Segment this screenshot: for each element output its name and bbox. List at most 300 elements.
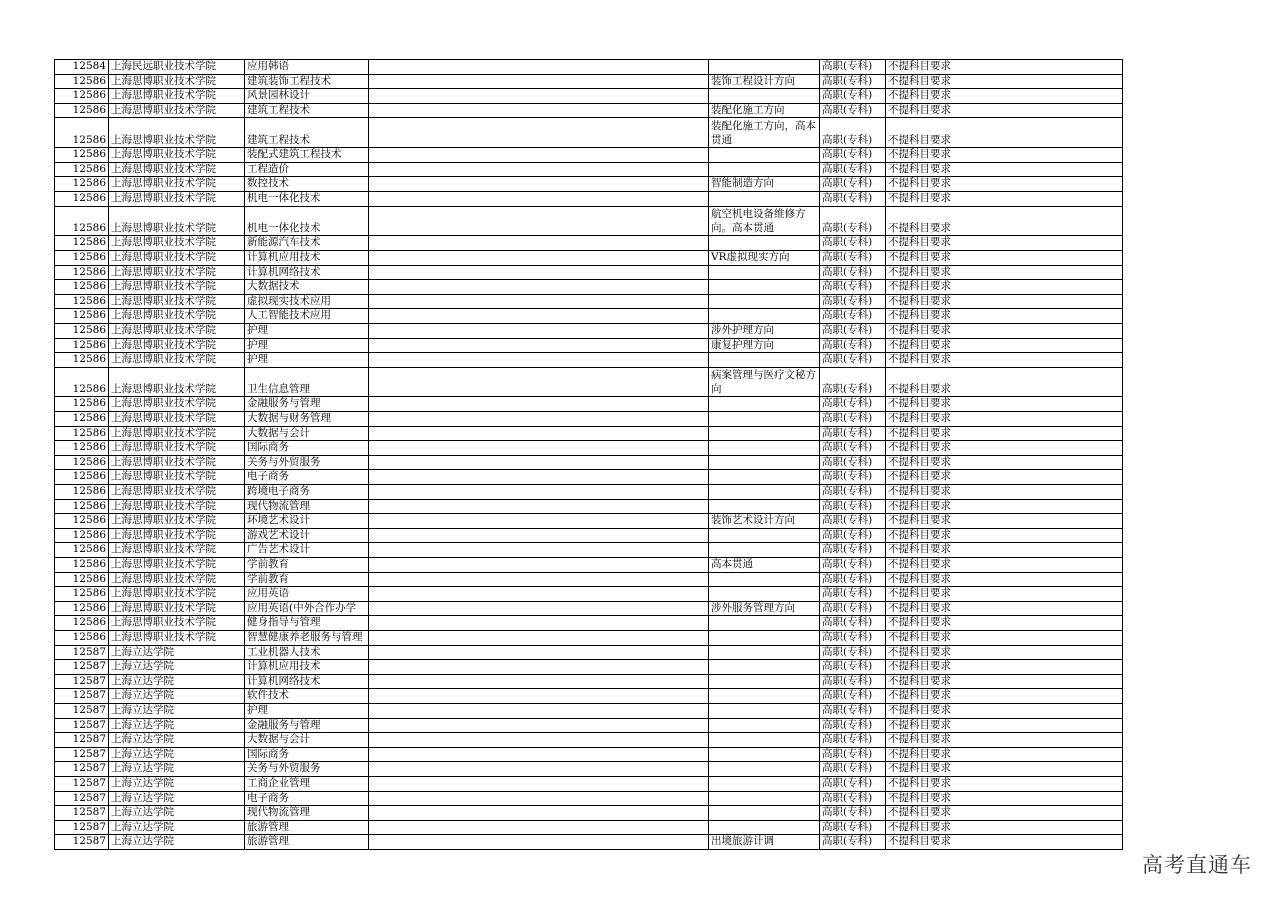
school-name-cell: 上海立达学院 xyxy=(109,718,245,733)
school-name-cell: 上海思博职业技术学院 xyxy=(109,280,245,295)
school-code-cell: 12586 xyxy=(55,499,109,514)
major-cell: 工程造价 xyxy=(245,162,369,177)
table-row xyxy=(55,791,1123,806)
table-row xyxy=(55,660,1123,675)
subject-requirement-cell: 不提科目要求 xyxy=(886,776,1123,791)
subject-requirement-cell: 不提科目要求 xyxy=(886,587,1123,602)
remark-cell xyxy=(369,528,709,543)
school-name-cell: 上海思博职业技术学院 xyxy=(109,499,245,514)
subject-requirement-cell: 不提科目要求 xyxy=(886,323,1123,338)
school-name-cell: 上海民远职业技术学院 xyxy=(109,60,245,75)
direction-cell xyxy=(709,718,820,733)
remark-cell xyxy=(369,835,709,850)
major-cell: 护理 xyxy=(245,338,369,353)
enrollment-table xyxy=(54,59,1123,850)
subject-requirement-cell: 不提科目要求 xyxy=(886,309,1123,324)
school-code-cell: 12587 xyxy=(55,835,109,850)
remark-cell xyxy=(369,747,709,762)
subject-requirement-cell: 不提科目要求 xyxy=(886,791,1123,806)
major-cell: 虚拟现实技术应用 xyxy=(245,294,369,309)
direction-cell xyxy=(709,820,820,835)
major-cell: 大数据与会计 xyxy=(245,426,369,441)
direction-cell: 高本贯通 xyxy=(709,558,820,573)
school-name-cell: 上海思博职业技术学院 xyxy=(109,426,245,441)
direction-cell xyxy=(709,747,820,762)
major-cell: 护理 xyxy=(245,703,369,718)
school-code-cell: 12586 xyxy=(55,587,109,602)
direction-cell xyxy=(709,616,820,631)
school-name-cell: 上海思博职业技术学院 xyxy=(109,412,245,427)
table-row xyxy=(55,455,1123,470)
direction-cell xyxy=(709,528,820,543)
school-code-cell: 12587 xyxy=(55,660,109,675)
school-code-cell: 12587 xyxy=(55,703,109,718)
school-code-cell: 12586 xyxy=(55,353,109,368)
remark-cell xyxy=(369,660,709,675)
school-name-cell: 上海思博职业技术学院 xyxy=(109,353,245,368)
major-cell: 护理 xyxy=(245,323,369,338)
remark-cell xyxy=(369,177,709,192)
school-code-cell: 12586 xyxy=(55,162,109,177)
direction-cell xyxy=(709,543,820,558)
remark-cell xyxy=(369,455,709,470)
remark-cell xyxy=(369,674,709,689)
major-cell: 新能源汽车技术 xyxy=(245,236,369,251)
school-code-cell: 12587 xyxy=(55,776,109,791)
table-row xyxy=(55,89,1123,104)
level-cell: 高职(专科) xyxy=(820,162,886,177)
subject-requirement-cell: 不提科目要求 xyxy=(886,528,1123,543)
major-cell: 健身指导与管理 xyxy=(245,616,369,631)
subject-requirement-cell: 不提科目要求 xyxy=(886,558,1123,573)
remark-cell xyxy=(369,162,709,177)
major-cell: 电子商务 xyxy=(245,791,369,806)
major-cell: 游戏艺术设计 xyxy=(245,528,369,543)
school-code-cell: 12586 xyxy=(55,572,109,587)
level-cell: 高职(专科) xyxy=(820,762,886,777)
table-row xyxy=(55,587,1123,602)
school-code-cell: 12586 xyxy=(55,397,109,412)
subject-requirement-cell: 不提科目要求 xyxy=(886,441,1123,456)
level-cell: 高职(专科) xyxy=(820,499,886,514)
school-name-cell: 上海立达学院 xyxy=(109,660,245,675)
school-name-cell: 上海立达学院 xyxy=(109,645,245,660)
school-code-cell: 12587 xyxy=(55,674,109,689)
school-code-cell: 12586 xyxy=(55,514,109,529)
school-name-cell: 上海立达学院 xyxy=(109,776,245,791)
school-code-cell: 12586 xyxy=(55,338,109,353)
remark-cell xyxy=(369,280,709,295)
school-code-cell: 12584 xyxy=(55,60,109,75)
level-cell: 高职(专科) xyxy=(820,74,886,89)
subject-requirement-cell: 不提科目要求 xyxy=(886,191,1123,206)
table-row xyxy=(55,689,1123,704)
school-name-cell: 上海立达学院 xyxy=(109,820,245,835)
subject-requirement-cell: 不提科目要求 xyxy=(886,645,1123,660)
level-cell: 高职(专科) xyxy=(820,250,886,265)
table-row xyxy=(55,514,1123,529)
table-row xyxy=(55,572,1123,587)
major-cell: 现代物流管理 xyxy=(245,499,369,514)
level-cell: 高职(专科) xyxy=(820,485,886,500)
table-row xyxy=(55,309,1123,324)
school-code-cell: 12586 xyxy=(55,148,109,163)
level-cell: 高职(专科) xyxy=(820,191,886,206)
subject-requirement-cell: 不提科目要求 xyxy=(886,280,1123,295)
level-cell: 高职(专科) xyxy=(820,441,886,456)
school-name-cell: 上海思博职业技术学院 xyxy=(109,148,245,163)
level-cell: 高职(专科) xyxy=(820,587,886,602)
subject-requirement-cell: 不提科目要求 xyxy=(886,660,1123,675)
subject-requirement-cell: 不提科目要求 xyxy=(886,733,1123,748)
subject-requirement-cell: 不提科目要求 xyxy=(886,747,1123,762)
level-cell: 高职(专科) xyxy=(820,835,886,850)
remark-cell xyxy=(369,820,709,835)
major-cell: 风景园林设计 xyxy=(245,89,369,104)
subject-requirement-cell: 不提科目要求 xyxy=(886,250,1123,265)
school-name-cell: 上海立达学院 xyxy=(109,674,245,689)
remark-cell xyxy=(369,689,709,704)
level-cell: 高职(专科) xyxy=(820,616,886,631)
school-code-cell: 12586 xyxy=(55,426,109,441)
direction-cell xyxy=(709,791,820,806)
table-row xyxy=(55,674,1123,689)
major-cell: 金融服务与管理 xyxy=(245,718,369,733)
school-code-cell: 12586 xyxy=(55,118,109,148)
remark-cell xyxy=(369,250,709,265)
direction-cell xyxy=(709,470,820,485)
direction-cell xyxy=(709,485,820,500)
direction-cell xyxy=(709,630,820,645)
school-code-cell: 12586 xyxy=(55,323,109,338)
remark-cell xyxy=(369,89,709,104)
level-cell: 高职(专科) xyxy=(820,426,886,441)
major-cell: 国际商务 xyxy=(245,441,369,456)
direction-cell xyxy=(709,733,820,748)
school-name-cell: 上海思博职业技术学院 xyxy=(109,265,245,280)
school-name-cell: 上海思博职业技术学院 xyxy=(109,294,245,309)
watermark: 高考直通车 xyxy=(1142,853,1252,877)
school-name-cell: 上海思博职业技术学院 xyxy=(109,74,245,89)
major-cell: 人工智能技术应用 xyxy=(245,309,369,324)
subject-requirement-cell: 不提科目要求 xyxy=(886,60,1123,75)
school-name-cell: 上海思博职业技术学院 xyxy=(109,616,245,631)
school-code-cell: 12586 xyxy=(55,558,109,573)
school-name-cell: 上海思博职业技术学院 xyxy=(109,338,245,353)
remark-cell xyxy=(369,338,709,353)
school-code-cell: 12587 xyxy=(55,718,109,733)
level-cell: 高职(专科) xyxy=(820,674,886,689)
direction-cell xyxy=(709,674,820,689)
subject-requirement-cell: 不提科目要求 xyxy=(886,806,1123,821)
direction-cell: 航空机电设备维修方向。高本贯通 xyxy=(709,206,820,236)
direction-cell xyxy=(709,499,820,514)
school-code-cell: 12586 xyxy=(55,543,109,558)
table-row xyxy=(55,103,1123,118)
remark-cell xyxy=(369,265,709,280)
school-code-cell: 12586 xyxy=(55,103,109,118)
school-code-cell: 12587 xyxy=(55,645,109,660)
direction-cell xyxy=(709,280,820,295)
table-row xyxy=(55,528,1123,543)
remark-cell xyxy=(369,148,709,163)
school-code-cell: 12586 xyxy=(55,485,109,500)
school-name-cell: 上海思博职业技术学院 xyxy=(109,177,245,192)
school-code-cell: 12586 xyxy=(55,412,109,427)
level-cell: 高职(专科) xyxy=(820,558,886,573)
table-row xyxy=(55,191,1123,206)
school-name-cell: 上海立达学院 xyxy=(109,806,245,821)
table-row xyxy=(55,397,1123,412)
direction-cell: 病案管理与医疗文秘方向 xyxy=(709,367,820,397)
table-row xyxy=(55,630,1123,645)
school-code-cell: 12586 xyxy=(55,441,109,456)
school-name-cell: 上海思博职业技术学院 xyxy=(109,309,245,324)
table-row xyxy=(55,485,1123,500)
remark-cell xyxy=(369,645,709,660)
school-name-cell: 上海思博职业技术学院 xyxy=(109,236,245,251)
major-cell: 旅游管理 xyxy=(245,835,369,850)
direction-cell xyxy=(709,762,820,777)
school-code-cell: 12586 xyxy=(55,630,109,645)
school-name-cell: 上海思博职业技术学院 xyxy=(109,455,245,470)
table-row xyxy=(55,162,1123,177)
table-row xyxy=(55,718,1123,733)
major-cell: 跨境电子商务 xyxy=(245,485,369,500)
remark-cell xyxy=(369,206,709,236)
remark-cell xyxy=(369,191,709,206)
subject-requirement-cell: 不提科目要求 xyxy=(886,265,1123,280)
major-cell: 建筑工程技术 xyxy=(245,103,369,118)
level-cell: 高职(专科) xyxy=(820,528,886,543)
school-name-cell: 上海思博职业技术学院 xyxy=(109,470,245,485)
school-code-cell: 12586 xyxy=(55,470,109,485)
subject-requirement-cell: 不提科目要求 xyxy=(886,162,1123,177)
major-cell: 现代物流管理 xyxy=(245,806,369,821)
level-cell: 高职(专科) xyxy=(820,514,886,529)
major-cell: 装配式建筑工程技术 xyxy=(245,148,369,163)
level-cell: 高职(专科) xyxy=(820,412,886,427)
school-name-cell: 上海思博职业技术学院 xyxy=(109,103,245,118)
subject-requirement-cell: 不提科目要求 xyxy=(886,397,1123,412)
table-row xyxy=(55,338,1123,353)
remark-cell xyxy=(369,353,709,368)
table-row xyxy=(55,177,1123,192)
remark-cell xyxy=(369,733,709,748)
major-cell: 学前教育 xyxy=(245,558,369,573)
remark-cell xyxy=(369,441,709,456)
remark-cell xyxy=(369,791,709,806)
subject-requirement-cell: 不提科目要求 xyxy=(886,426,1123,441)
table-row xyxy=(55,645,1123,660)
level-cell: 高职(专科) xyxy=(820,455,886,470)
table-row xyxy=(55,250,1123,265)
subject-requirement-cell: 不提科目要求 xyxy=(886,543,1123,558)
school-code-cell: 12586 xyxy=(55,191,109,206)
school-code-cell: 12586 xyxy=(55,367,109,397)
remark-cell xyxy=(369,426,709,441)
level-cell: 高职(专科) xyxy=(820,660,886,675)
direction-cell xyxy=(709,689,820,704)
remark-cell xyxy=(369,601,709,616)
school-name-cell: 上海思博职业技术学院 xyxy=(109,485,245,500)
level-cell: 高职(专科) xyxy=(820,689,886,704)
school-code-cell: 12587 xyxy=(55,747,109,762)
table-row xyxy=(55,426,1123,441)
direction-cell xyxy=(709,645,820,660)
major-cell: 应用英语 xyxy=(245,587,369,602)
remark-cell xyxy=(369,103,709,118)
table-row xyxy=(55,280,1123,295)
level-cell: 高职(专科) xyxy=(820,645,886,660)
direction-cell xyxy=(709,426,820,441)
level-cell: 高职(专科) xyxy=(820,543,886,558)
table-row xyxy=(55,543,1123,558)
school-name-cell: 上海思博职业技术学院 xyxy=(109,558,245,573)
level-cell: 高职(专科) xyxy=(820,806,886,821)
table-row xyxy=(55,470,1123,485)
direction-cell xyxy=(709,236,820,251)
school-code-cell: 12587 xyxy=(55,762,109,777)
school-code-cell: 12586 xyxy=(55,236,109,251)
direction-cell xyxy=(709,412,820,427)
major-cell: 旅游管理 xyxy=(245,820,369,835)
level-cell: 高职(专科) xyxy=(820,747,886,762)
school-name-cell: 上海思博职业技术学院 xyxy=(109,397,245,412)
remark-cell xyxy=(369,558,709,573)
direction-cell xyxy=(709,806,820,821)
direction-cell: 康复护理方向 xyxy=(709,338,820,353)
school-code-cell: 12587 xyxy=(55,806,109,821)
major-cell: 大数据与会计 xyxy=(245,733,369,748)
level-cell: 高职(专科) xyxy=(820,733,886,748)
school-code-cell: 12587 xyxy=(55,791,109,806)
direction-cell xyxy=(709,776,820,791)
major-cell: 大数据技术 xyxy=(245,280,369,295)
level-cell: 高职(专科) xyxy=(820,470,886,485)
remark-cell xyxy=(369,60,709,75)
table-row xyxy=(55,323,1123,338)
school-code-cell: 12586 xyxy=(55,616,109,631)
subject-requirement-cell: 不提科目要求 xyxy=(886,118,1123,148)
level-cell: 高职(专科) xyxy=(820,309,886,324)
remark-cell xyxy=(369,616,709,631)
remark-cell xyxy=(369,412,709,427)
table-row xyxy=(55,558,1123,573)
level-cell: 高职(专科) xyxy=(820,776,886,791)
subject-requirement-cell: 不提科目要求 xyxy=(886,703,1123,718)
school-name-cell: 上海立达学院 xyxy=(109,747,245,762)
remark-cell xyxy=(369,294,709,309)
subject-requirement-cell: 不提科目要求 xyxy=(886,689,1123,704)
level-cell: 高职(专科) xyxy=(820,323,886,338)
direction-cell: 涉外服务管理方向 xyxy=(709,601,820,616)
subject-requirement-cell: 不提科目要求 xyxy=(886,674,1123,689)
table-row xyxy=(55,353,1123,368)
subject-requirement-cell: 不提科目要求 xyxy=(886,206,1123,236)
direction-cell: 智能制造方向 xyxy=(709,177,820,192)
level-cell: 高职(专科) xyxy=(820,338,886,353)
level-cell: 高职(专科) xyxy=(820,236,886,251)
school-code-cell: 12586 xyxy=(55,206,109,236)
major-cell: 软件技术 xyxy=(245,689,369,704)
school-name-cell: 上海立达学院 xyxy=(109,791,245,806)
remark-cell xyxy=(369,776,709,791)
direction-cell xyxy=(709,587,820,602)
subject-requirement-cell: 不提科目要求 xyxy=(886,103,1123,118)
school-name-cell: 上海思博职业技术学院 xyxy=(109,191,245,206)
table-row xyxy=(55,367,1123,397)
table-row xyxy=(55,703,1123,718)
subject-requirement-cell: 不提科目要求 xyxy=(886,412,1123,427)
direction-cell xyxy=(709,294,820,309)
school-code-cell: 12586 xyxy=(55,309,109,324)
level-cell: 高职(专科) xyxy=(820,103,886,118)
direction-cell xyxy=(709,397,820,412)
remark-cell xyxy=(369,118,709,148)
school-name-cell: 上海立达学院 xyxy=(109,835,245,850)
subject-requirement-cell: 不提科目要求 xyxy=(886,514,1123,529)
direction-cell xyxy=(709,309,820,324)
direction-cell xyxy=(709,60,820,75)
major-cell: 大数据与财务管理 xyxy=(245,412,369,427)
school-name-cell: 上海思博职业技术学院 xyxy=(109,587,245,602)
school-code-cell: 12586 xyxy=(55,177,109,192)
level-cell: 高职(专科) xyxy=(820,367,886,397)
remark-cell xyxy=(369,630,709,645)
table-row xyxy=(55,762,1123,777)
level-cell: 高职(专科) xyxy=(820,820,886,835)
school-name-cell: 上海立达学院 xyxy=(109,689,245,704)
remark-cell xyxy=(369,470,709,485)
remark-cell xyxy=(369,514,709,529)
school-name-cell: 上海立达学院 xyxy=(109,762,245,777)
direction-cell: 涉外护理方向 xyxy=(709,323,820,338)
major-cell: 金融服务与管理 xyxy=(245,397,369,412)
level-cell: 高职(专科) xyxy=(820,148,886,163)
remark-cell xyxy=(369,806,709,821)
major-cell: 广告艺术设计 xyxy=(245,543,369,558)
major-cell: 电子商务 xyxy=(245,470,369,485)
remark-cell xyxy=(369,587,709,602)
level-cell: 高职(专科) xyxy=(820,397,886,412)
school-code-cell: 12586 xyxy=(55,250,109,265)
direction-cell xyxy=(709,703,820,718)
subject-requirement-cell: 不提科目要求 xyxy=(886,762,1123,777)
major-cell: 卫生信息管理 xyxy=(245,367,369,397)
major-cell: 工业机器人技术 xyxy=(245,645,369,660)
remark-cell xyxy=(369,323,709,338)
remark-cell xyxy=(369,703,709,718)
school-name-cell: 上海思博职业技术学院 xyxy=(109,250,245,265)
school-code-cell: 12586 xyxy=(55,265,109,280)
major-cell: 建筑装饰工程技术 xyxy=(245,74,369,89)
subject-requirement-cell: 不提科目要求 xyxy=(886,455,1123,470)
school-code-cell: 12587 xyxy=(55,733,109,748)
school-name-cell: 上海思博职业技术学院 xyxy=(109,162,245,177)
major-cell: 计算机网络技术 xyxy=(245,674,369,689)
table-row xyxy=(55,236,1123,251)
major-cell: 应用韩语 xyxy=(245,60,369,75)
level-cell: 高职(专科) xyxy=(820,601,886,616)
table-row xyxy=(55,616,1123,631)
major-cell: 工商企业管理 xyxy=(245,776,369,791)
level-cell: 高职(专科) xyxy=(820,630,886,645)
table-row xyxy=(55,60,1123,75)
remark-cell xyxy=(369,309,709,324)
level-cell: 高职(专科) xyxy=(820,718,886,733)
table-row xyxy=(55,601,1123,616)
